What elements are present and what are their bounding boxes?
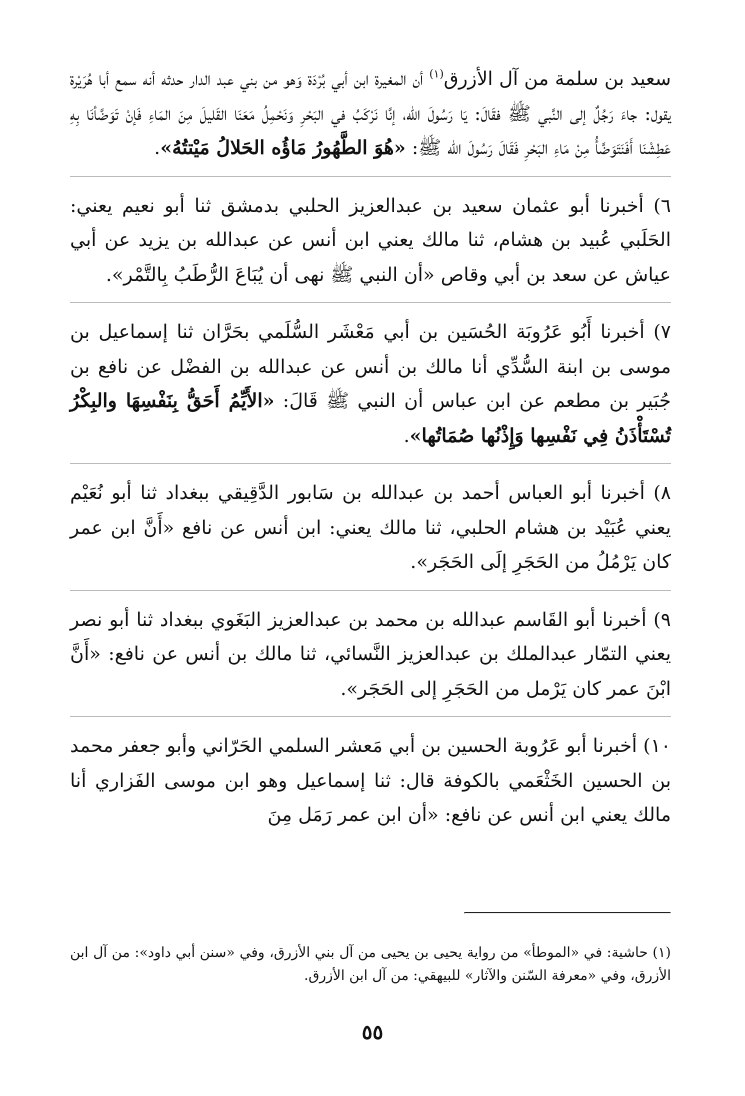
footnote-marker: (١) [429,67,444,81]
hadith-text: «الأَيِّمُ أَحَقُّ بِنَفْسِهَا والبِكْرُ تُسْتَأْذَنُ فِي نَفْسِها وَإِذْنُها صُمَاتُها» [70,390,671,447]
text-run: ١٠) أخبرنا أبو عَرُوبة الحسين بن أبي مَعشر السلمي الحَرّاني وأبو جعفر محمد بن الحسين الخَثْعَمي بالكوفة قال: ثنا إسماعيل وهو ابن موسى الفَزاري أنا مالك يعني ابن أنس عن نافع: «أن ابن عمر رَمَل مِنَ [70,735,671,826]
text-run: ٧) أخبرنا أَبُو عَرُوبَة الحُسَين بن أبي مَعْشَر السُّلَمي بحَرَّان ثنا إسماعيل بن موسى بن ابنة السُّدِّي أنا مالك بن أنس عن عبدالله بن الفضْل عن نافع بن جُبَير بن مطعم عن ابن عباس أن النبي ﷺ قَالَ: [70,321,672,412]
paragraph-p-7 [70,315,671,453]
text-run: ٩) أخبرنا أبو القَاسم عبدالله بن محمد بن عبدالعزيز البَغَوي ببغداد ثنا أبو نصر يعني التمّار عبدالملك بن عبدالعزيز النَّسائي، ثنا مالك بن أنس عن نافع: «أَنَّ ابْنَ عمر كان يَرْمل من الحَجَرِ إلى الحَجَر». [70,608,671,700]
paragraph-divider [70,590,671,591]
text-run: سعيد بن سلمة من آل الأزرق [443,68,671,90]
body-text [70,62,671,833]
paragraph-p-8 [70,476,671,580]
text-run: ٦) أخبرنا أبو عثمان سعيد بن عبدالعزيز الحلبي بدمشق ثنا أبو نعيم يعني: الحَلَبي عُبيد بن هشام، ثنا مالك يعني ابن أنس عن عبدالله بن يزيد عن أبي عياش عن سعد بن أبي وقاص «أن النبي ﷺ نهى أن يُبَاعَ الرُّطَبُ بِالتَّمْر». [70,194,671,286]
footnote: (١) حاشية: في «الموطأ» من رواية يحيى بن يحيى من آل بني الأزرق، وفي «سنن أبي داود»: من آل ابن الأزرق، وفي «معرفة السّنن والآثار» للبيهقي: من آل ابن الأزرق. [70,945,671,984]
paragraph-p-intro [70,62,671,166]
paragraph-divider [70,463,671,464]
paragraph-divider [70,716,671,717]
text-run: ٨) أخبرنا أبو العباس أحمد بن عبدالله بن سَابور الدَّقِيقي ببغداد ثنا أبو نُعَيْم يعني عُبَيْد بن هشام الحلبي، ثنا مالك يعني: ابن أنس عن نافع «أَنَّ ابن عمر كان يَرْمُلُ من الحَجَرِ إلَى الحَجَر». [70,482,671,573]
paragraph-divider [70,302,671,303]
text-run: . [154,137,161,159]
footnote-separator-area [71,912,671,914]
footnote-separator [464,912,671,914]
page-number: ٥٥ [361,1020,384,1044]
text-run: أن المغيرة ابن أبي بُرْدَة وَهو من بني عبد الدار حدثه أنه سمع أبا هُرَيْرة يقول: جاءَ رَجُلٌ إلى النَّبي ﷺ فقَالَ: يَا رَسُولَ الله، إنَّا نَرْكَبُ في البَحْرِ وَنَحْمِلُ مَعَنَا القَليلَ مِنَ المَاءِ فَإنْ تَوَضَّأنَا بِهِ عَطِشْنَا أَفَنَتَوَضَّأُ مِنْ مَاءِ البَحْرِ فَقَالَ رَسُولَ الله ﷺ: [70,68,671,159]
paragraph-p-6 [70,189,671,293]
paragraph-p-10 [70,729,671,833]
text-run: . [403,424,410,447]
hadith-text: «هُوَ الطَّهُورُ مَاؤُه الحَلالُ مَيْتتُهُ» [160,137,406,159]
paragraph-p-9 [70,603,671,707]
paragraph-divider [70,176,671,177]
